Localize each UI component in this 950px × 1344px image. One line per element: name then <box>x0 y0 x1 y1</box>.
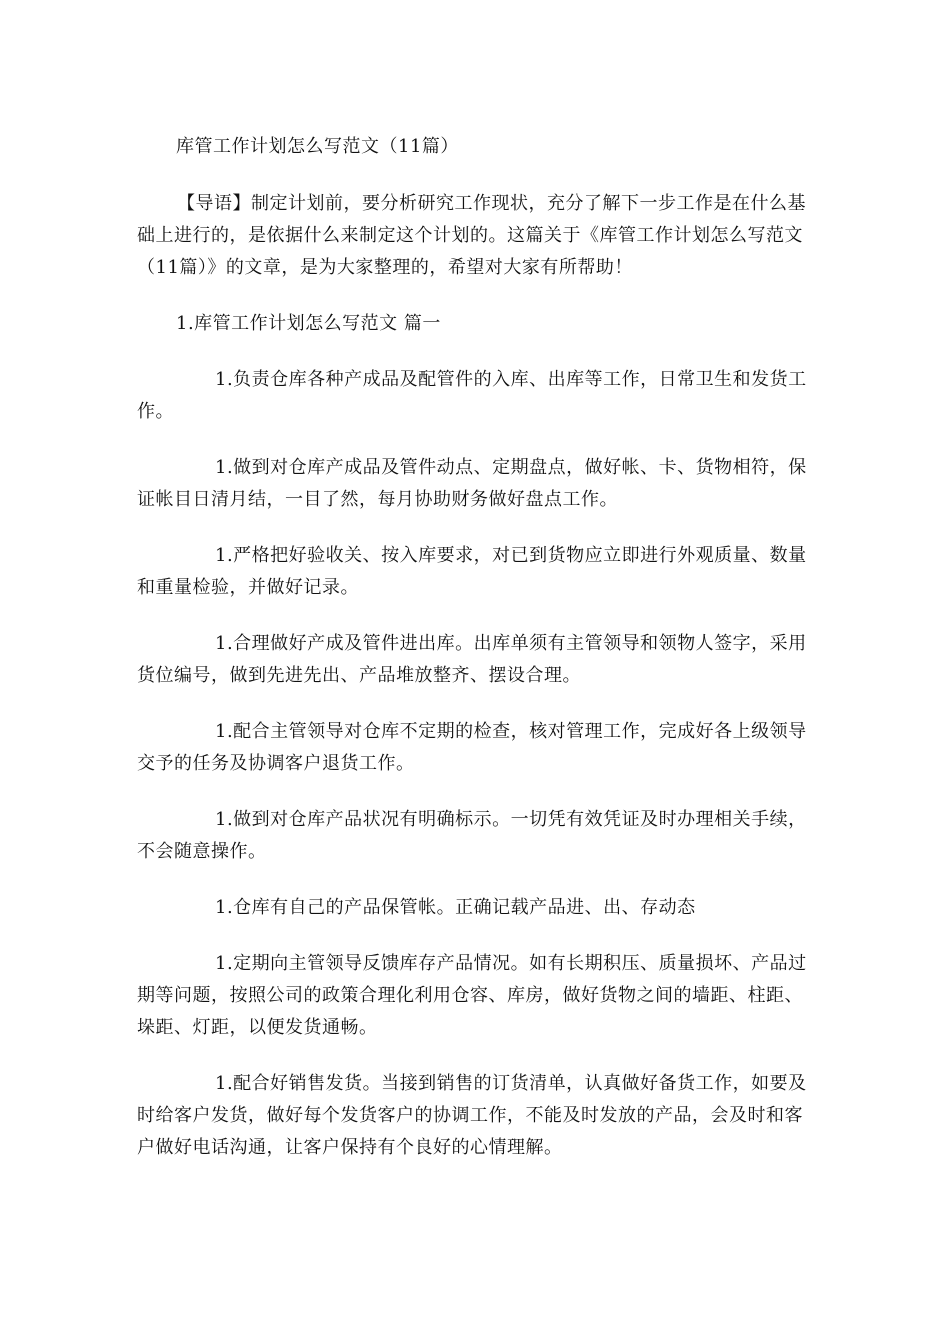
list-item: 1.做到对仓库产成品及管件动点、定期盘点，做好帐、卡、货物相符，保证帐目日清月结，一目了然，每月协助财务做好盘点工作。 <box>137 457 807 510</box>
list-item: 1.配合好销售发货。当接到销售的订货清单，认真做好备货工作，如要及时给客户发货，做好每个发货客户的协调工作，不能及时发放的产品，会及时和客户做好电话沟通，让客户保持有个良好的心情理解。 <box>137 1073 807 1158</box>
list-item: 1.仓库有自己的产品保管帐。正确记载产品进、出、存动态 <box>215 897 696 918</box>
list-item: 1.做到对仓库产品状况有明确标示。一切凭有效凭证及时办理相关手续，不会随意操作。 <box>137 809 807 862</box>
list-item: 1.严格把好验收关、按入库要求，对已到货物应立即进行外观质量、数量和重量检验，并做好记录。 <box>137 545 807 598</box>
list-item: 1.配合主管领导对仓库不定期的检查，核对管理工作，完成好各上级领导交予的任务及协调客户退货工作。 <box>137 721 807 774</box>
document-title: 库管工作计划怎么写范文（11篇） <box>176 136 459 157</box>
list-item: 1.合理做好产成及管件进出库。出库单须有主管领导和领物人签字，采用货位编号，做到先进先出、产品堆放整齐、摆设合理。 <box>137 633 807 686</box>
list-item: 1.定期向主管领导反馈库存产品情况。如有长期积压、质量损坏、产品过期等问题，按照公司的政策合理化利用仓容、库房，做好货物之间的墙距、柱距、垛距、灯距，以便发货通畅。 <box>137 953 807 1038</box>
intro-paragraph: 【导语】制定计划前，要分析研究工作现状，充分了解下一步工作是在什么基础上进行的，是依据什么来制定这个计划的。这篇关于《库管工作计划怎么写范文（11篇）》的文章，是为大家整理的，希望对大家有所帮助！ <box>137 193 806 278</box>
list-item: 1.负责仓库各种产成品及配管件的入库、出库等工作，日常卫生和发货工作。 <box>137 369 807 422</box>
section-heading: 1.库管工作计划怎么写范文 篇一 <box>176 313 441 334</box>
